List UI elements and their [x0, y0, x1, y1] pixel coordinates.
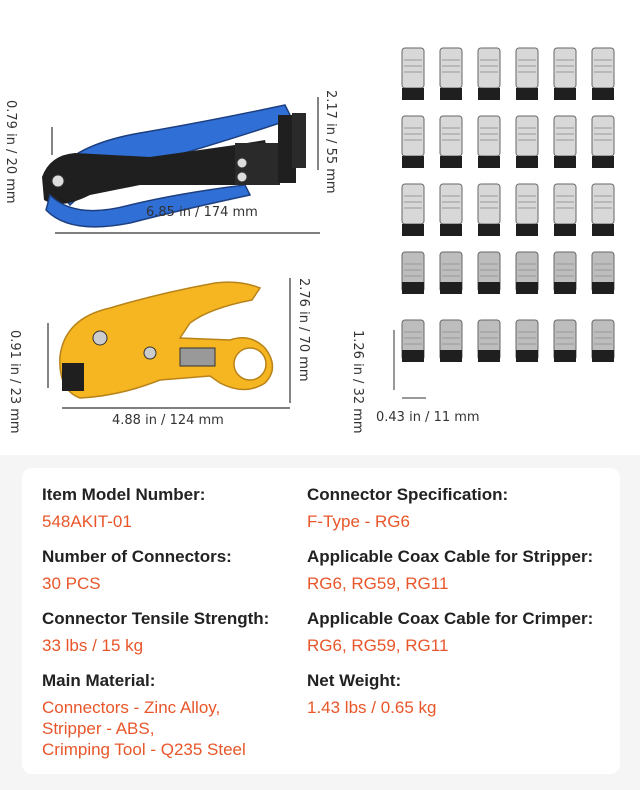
spec-value-line: Connectors - Zinc Alloy, — [42, 698, 221, 717]
connector-icon — [478, 252, 500, 294]
specs-right-column — [307, 484, 612, 732]
spec-crimper-cable — [307, 608, 612, 656]
spec-label: Applicable Coax Cable for Crimper: — [307, 609, 594, 628]
specs-left-column — [42, 484, 312, 760]
crimper-height-label: 0.79 in / 20 mm — [3, 100, 18, 204]
stripper-length-label: 4.88 in / 124 mm — [112, 413, 224, 428]
connector-icon — [516, 48, 538, 100]
spec-material — [42, 670, 312, 760]
stripper-side-label: 2.76 in / 70 mm — [296, 278, 311, 382]
connector-icon — [440, 48, 462, 100]
spec-label: Net Weight: — [307, 671, 402, 690]
connector-icon — [554, 48, 576, 100]
connector-icon — [440, 320, 462, 362]
spec-value-line: Stripper - ABS, — [42, 719, 155, 738]
spec-label: Item Model Number: — [42, 485, 206, 504]
spec-stripper-cable — [307, 546, 612, 594]
connector-icon — [440, 116, 462, 168]
spec-value: RG6, RG59, RG11 — [307, 574, 449, 593]
connector-icon — [402, 320, 424, 362]
connector-icon — [516, 252, 538, 294]
specifications-panel — [22, 468, 620, 774]
connector-icon — [592, 184, 614, 236]
spec-value: 33 lbs / 15 kg — [42, 636, 144, 655]
connector-icon — [554, 116, 576, 168]
spec-label: Connector Tensile Strength: — [42, 609, 270, 628]
cable-stripper-illustration — [40, 268, 310, 418]
connector-icon — [402, 116, 424, 168]
crimper-length-label: 6.85 in / 174 mm — [146, 205, 258, 220]
spec-value-line: Crimping Tool - Q235 Steel — [42, 740, 246, 759]
connector-icon — [402, 48, 424, 100]
connector-icon — [478, 320, 500, 362]
connector-icon — [478, 48, 500, 100]
connector-icon — [592, 252, 614, 294]
connector-icon — [478, 116, 500, 168]
crimper-side-label: 2.17 in / 55 mm — [323, 90, 338, 194]
spec-label: Applicable Coax Cable for Stripper: — [307, 547, 594, 566]
spec-label: Number of Connectors: — [42, 547, 232, 566]
spec-weight — [307, 670, 612, 718]
spec-connectors — [42, 546, 312, 594]
connector-icon — [554, 320, 576, 362]
connector-icon — [592, 116, 614, 168]
spec-connector-type — [307, 484, 612, 532]
connector-icon — [402, 252, 424, 294]
connector-icon — [478, 184, 500, 236]
spec-model — [42, 484, 312, 532]
connector-icon — [516, 184, 538, 236]
spec-value: F-Type - RG6 — [307, 512, 410, 531]
connector-icon — [402, 184, 424, 236]
connector-icon — [592, 48, 614, 100]
spec-label: Main Material: — [42, 671, 156, 690]
spec-tensile — [42, 608, 312, 656]
connector-icon — [516, 116, 538, 168]
connector-grid-illustration — [390, 40, 630, 400]
connector-icon — [516, 320, 538, 362]
spec-value: 30 PCS — [42, 574, 101, 593]
connector-icon — [554, 184, 576, 236]
connector-icon — [440, 184, 462, 236]
spec-value: 1.43 lbs / 0.65 kg — [307, 698, 437, 717]
spec-value: RG6, RG59, RG11 — [307, 636, 449, 655]
connector-width-label: 0.43 in / 11 mm — [376, 410, 480, 425]
connector-icon — [440, 252, 462, 294]
crimping-tool-illustration — [30, 85, 330, 245]
stripper-height-label: 0.91 in / 23 mm — [7, 330, 22, 434]
spec-label: Connector Specification: — [307, 485, 509, 504]
connector-height-label: 1.26 in / 32 mm — [350, 330, 365, 434]
connector-icon — [592, 320, 614, 362]
connector-icon — [554, 252, 576, 294]
spec-value: 548AKIT-01 — [42, 512, 132, 531]
